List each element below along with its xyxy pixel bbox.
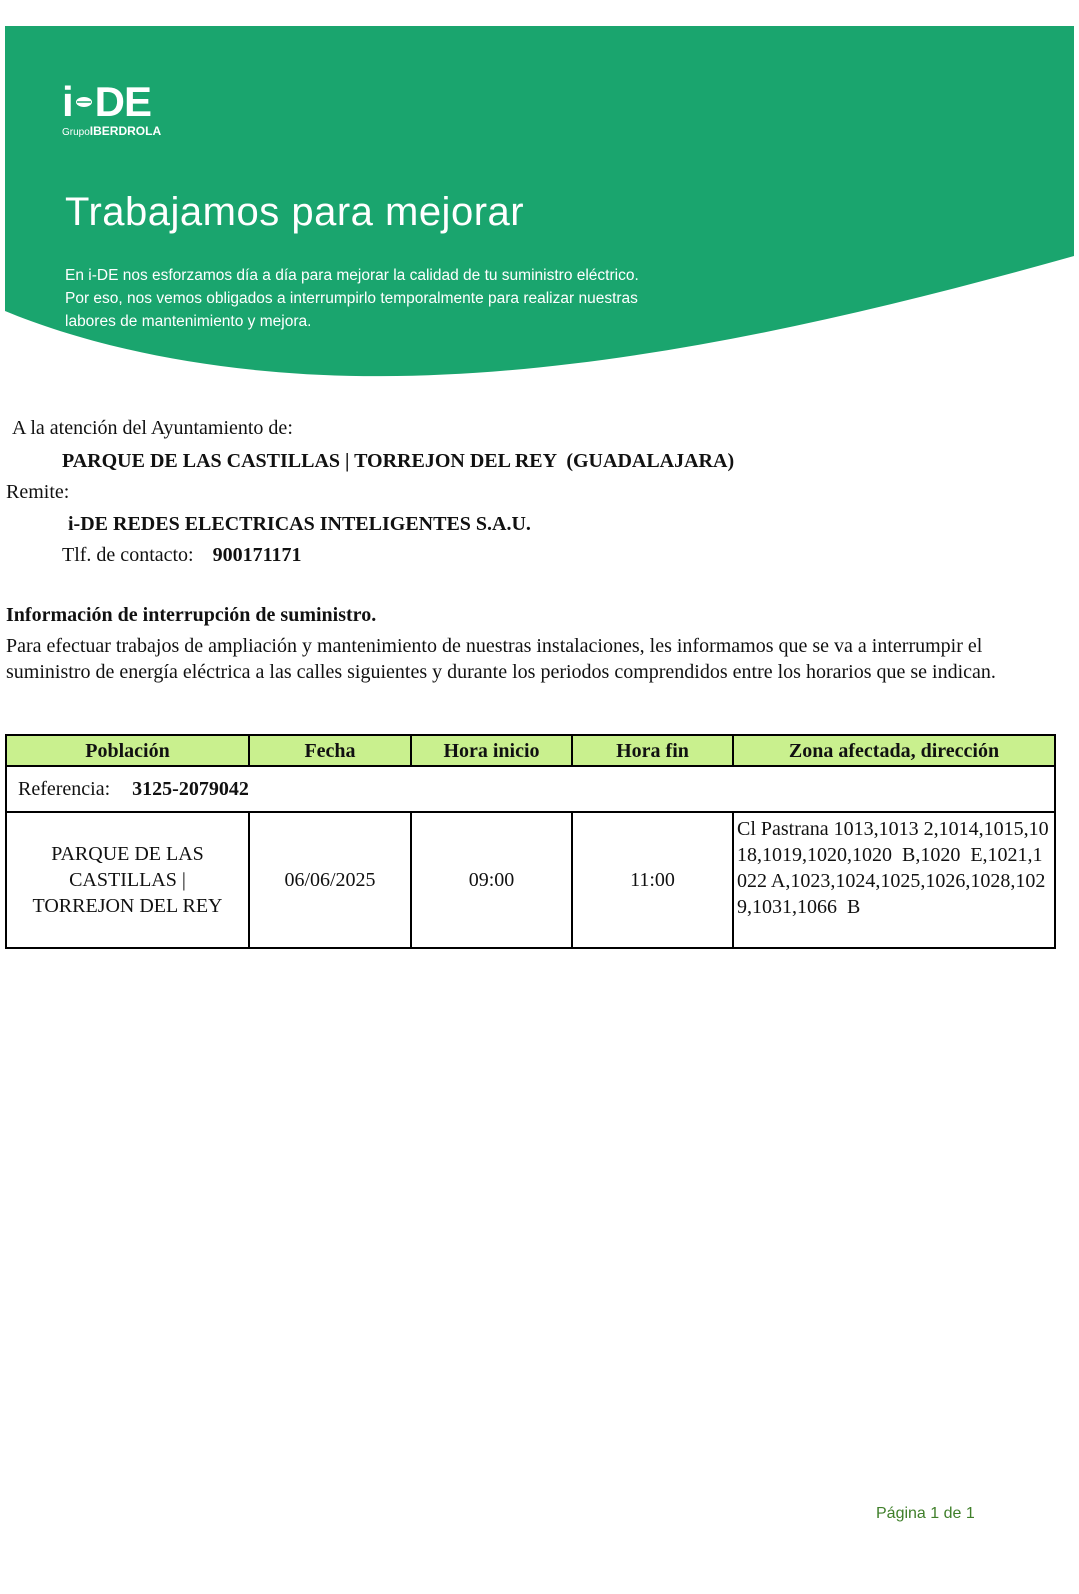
table-header-row	[6, 735, 1055, 766]
ide-logo: i DE GrupoIBERDROLA	[62, 78, 162, 138]
reference-number: 3125-2079042	[132, 777, 249, 800]
contact-label: Tlf. de contacto:	[62, 544, 194, 566]
sender-name: i-DE REDES ELECTRICAS INTELIGENTES S.A.U.	[68, 513, 531, 535]
sender-label: Remite:	[6, 481, 70, 503]
contact-phone: 900171171	[212, 544, 302, 566]
leaf-icon	[75, 93, 93, 111]
info-paragraph: Para efectuar trabajos de ampliación y mantenimiento de nuestras instalaciones, les informamos que se va a interrumpir el suministro de energía eléctrica a las calles siguientes y durante los periodos comprendidos entre los horarios que se indican.	[6, 635, 996, 683]
reference-row	[6, 766, 1055, 812]
municipality-name: PARQUE DE LAS CASTILLAS | TORREJON DEL REY (GUADALAJARA)	[62, 450, 735, 472]
column-header-hora-inicio: Hora inicio	[411, 735, 572, 766]
cell-fecha: 06/06/2025	[249, 812, 411, 948]
column-header-hora-fin: Hora fin	[572, 735, 733, 766]
cell-poblacion: PARQUE DE LAS CASTILLAS | TORREJON DEL REY	[6, 812, 249, 948]
table-row	[6, 812, 1055, 948]
banner-description: En i-DE nos esforzamos día a día para mejorar la calidad de tu suministro eléctrico. Por eso, nos vemos obligados a interrumpirlo temporalmente para realizar nuestras labores de mantenimiento y mejora.	[65, 267, 639, 330]
cell-hora-fin: 11:00	[572, 812, 733, 948]
interruption-table	[5, 734, 1056, 949]
page-number: Página 1 de 1	[876, 1505, 975, 1522]
banner-title: Trabajamos para mejorar	[65, 190, 525, 234]
contact-line	[62, 543, 302, 567]
column-header-zona: Zona afectada, dirección	[733, 735, 1055, 766]
info-heading: Información de interrupción de suministro.	[6, 604, 377, 626]
cell-hora-inicio: 09:00	[411, 812, 572, 948]
cell-zona: Cl Pastrana 1013,1013 2,1014,1015,1018,1019,1020,1020 B,1020 E,1021,1022 A,1023,1024,1025,1026,1028,1029,1031,1066 B	[733, 812, 1055, 948]
header-banner	[5, 26, 1074, 390]
attention-label: A la atención del Ayuntamiento de:	[12, 417, 293, 439]
column-header-fecha: Fecha	[249, 735, 411, 766]
column-header-poblacion: Población	[6, 735, 249, 766]
reference-label: Referencia:	[18, 777, 111, 800]
